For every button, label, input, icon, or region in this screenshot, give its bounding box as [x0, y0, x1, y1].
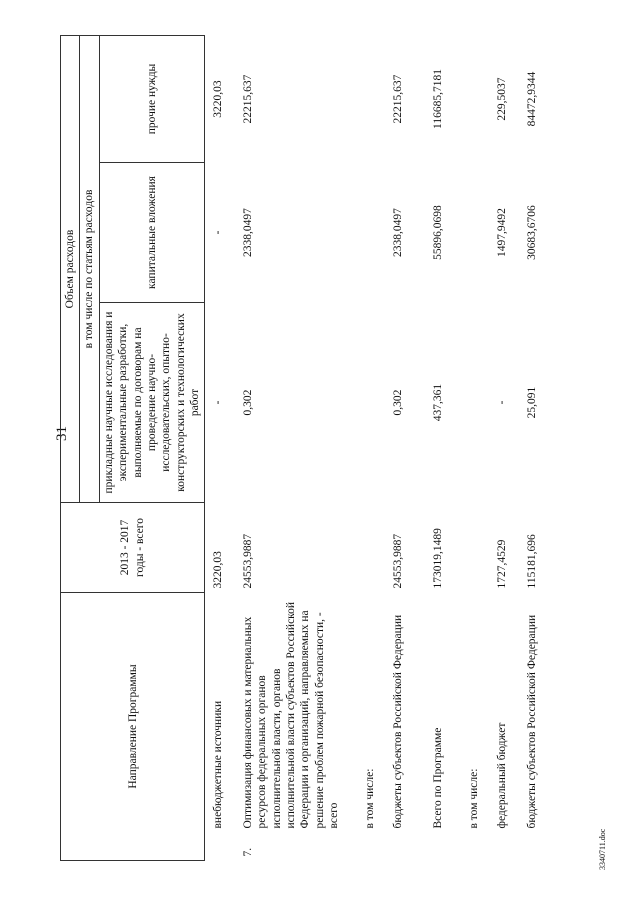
row-other: 22215,637 [241, 74, 254, 124]
header-volume: Объем расходов [61, 36, 80, 503]
header-sci: прикладные научные исследования и экспериментальные разработки, выполняемые по договорам на проведение научно-исследовательских, опытно-конструкторских и технологических работ [99, 303, 205, 503]
row-num [425, 833, 461, 861]
row-sci: 25,091 [525, 386, 538, 419]
row-num: 7. [241, 847, 254, 857]
row-total: 173019,1489 [431, 528, 444, 589]
row-direction: в том числе: [467, 768, 480, 829]
table-row [385, 36, 425, 861]
page-number: 31 [54, 426, 70, 441]
row-other [357, 36, 385, 163]
row-num [461, 833, 489, 861]
row-cap: 55896,0698 [431, 205, 444, 260]
row-cap: 2338,0497 [391, 208, 404, 257]
row-num [385, 833, 425, 861]
table-row [205, 36, 235, 861]
header-total: 2013 - 2017 годы - всего [61, 503, 205, 593]
row-total: 24553,9887 [391, 533, 404, 589]
row-total: 115181,696 [525, 534, 538, 589]
row-other [461, 36, 489, 163]
table-row [425, 36, 461, 861]
row-num [205, 833, 235, 861]
row-sci: 0,302 [241, 389, 254, 416]
row-total: 3220,03 [212, 551, 225, 589]
row-sci [461, 303, 489, 503]
row-other: 84472,9344 [525, 71, 538, 127]
row-other: 116685,7181 [431, 69, 444, 129]
row-direction: Оптимизация финансовых и материальных ресурсов федеральных органов исполнительной власти, органов исполнительной власти субъектов Российской Федерации и организаций, направляемых на решение проблем пожарной безопасности, - всего [241, 601, 341, 829]
row-total [357, 503, 385, 593]
header-by-articles: в том числе по статьям расходов [80, 36, 99, 503]
row-other: 229,5037 [495, 77, 508, 121]
table-row [357, 36, 385, 861]
row-sci: - [212, 400, 225, 405]
footer-filename: 3340711.doc [598, 828, 607, 870]
row-cap [357, 163, 385, 303]
rotated-table-container [60, 36, 537, 861]
table-row [519, 36, 559, 861]
row-total [461, 503, 489, 593]
row-direction: федеральный бюджет [495, 722, 508, 829]
row-sci: 437,361 [431, 383, 444, 422]
row-direction: бюджеты субъектов Российской Федерации [525, 614, 538, 829]
row-cap: 30683,6706 [525, 205, 538, 260]
expenses-table [60, 35, 559, 861]
header-cap: капитальные вложения [99, 163, 205, 303]
row-other: 22215,637 [391, 74, 404, 124]
row-cap: 1497,9492 [495, 208, 508, 257]
row-sci: - [495, 400, 508, 405]
row-total: 24553,9887 [241, 533, 254, 589]
row-num [519, 833, 559, 861]
row-num [489, 833, 519, 861]
row-sci [357, 303, 385, 503]
row-sci: 0,302 [391, 389, 404, 416]
table-row [461, 36, 489, 861]
row-direction: в том числе: [363, 768, 376, 829]
row-direction: бюджеты субъектов Российской Федерации [391, 614, 404, 829]
row-cap [461, 163, 489, 303]
row-direction: внебюджетные источники [212, 700, 225, 829]
row-direction: Всего по Программе [431, 727, 444, 829]
header-direction: Направление Программы [61, 593, 205, 861]
row-other: 3220,03 [212, 80, 225, 118]
table-row [235, 36, 357, 861]
row-num [357, 833, 385, 861]
row-cap: - [212, 230, 225, 235]
header-other: прочие нужды [99, 36, 205, 163]
row-total: 1727,4529 [495, 539, 508, 589]
table-row [489, 36, 519, 861]
row-cap: 2338,0497 [241, 208, 254, 257]
